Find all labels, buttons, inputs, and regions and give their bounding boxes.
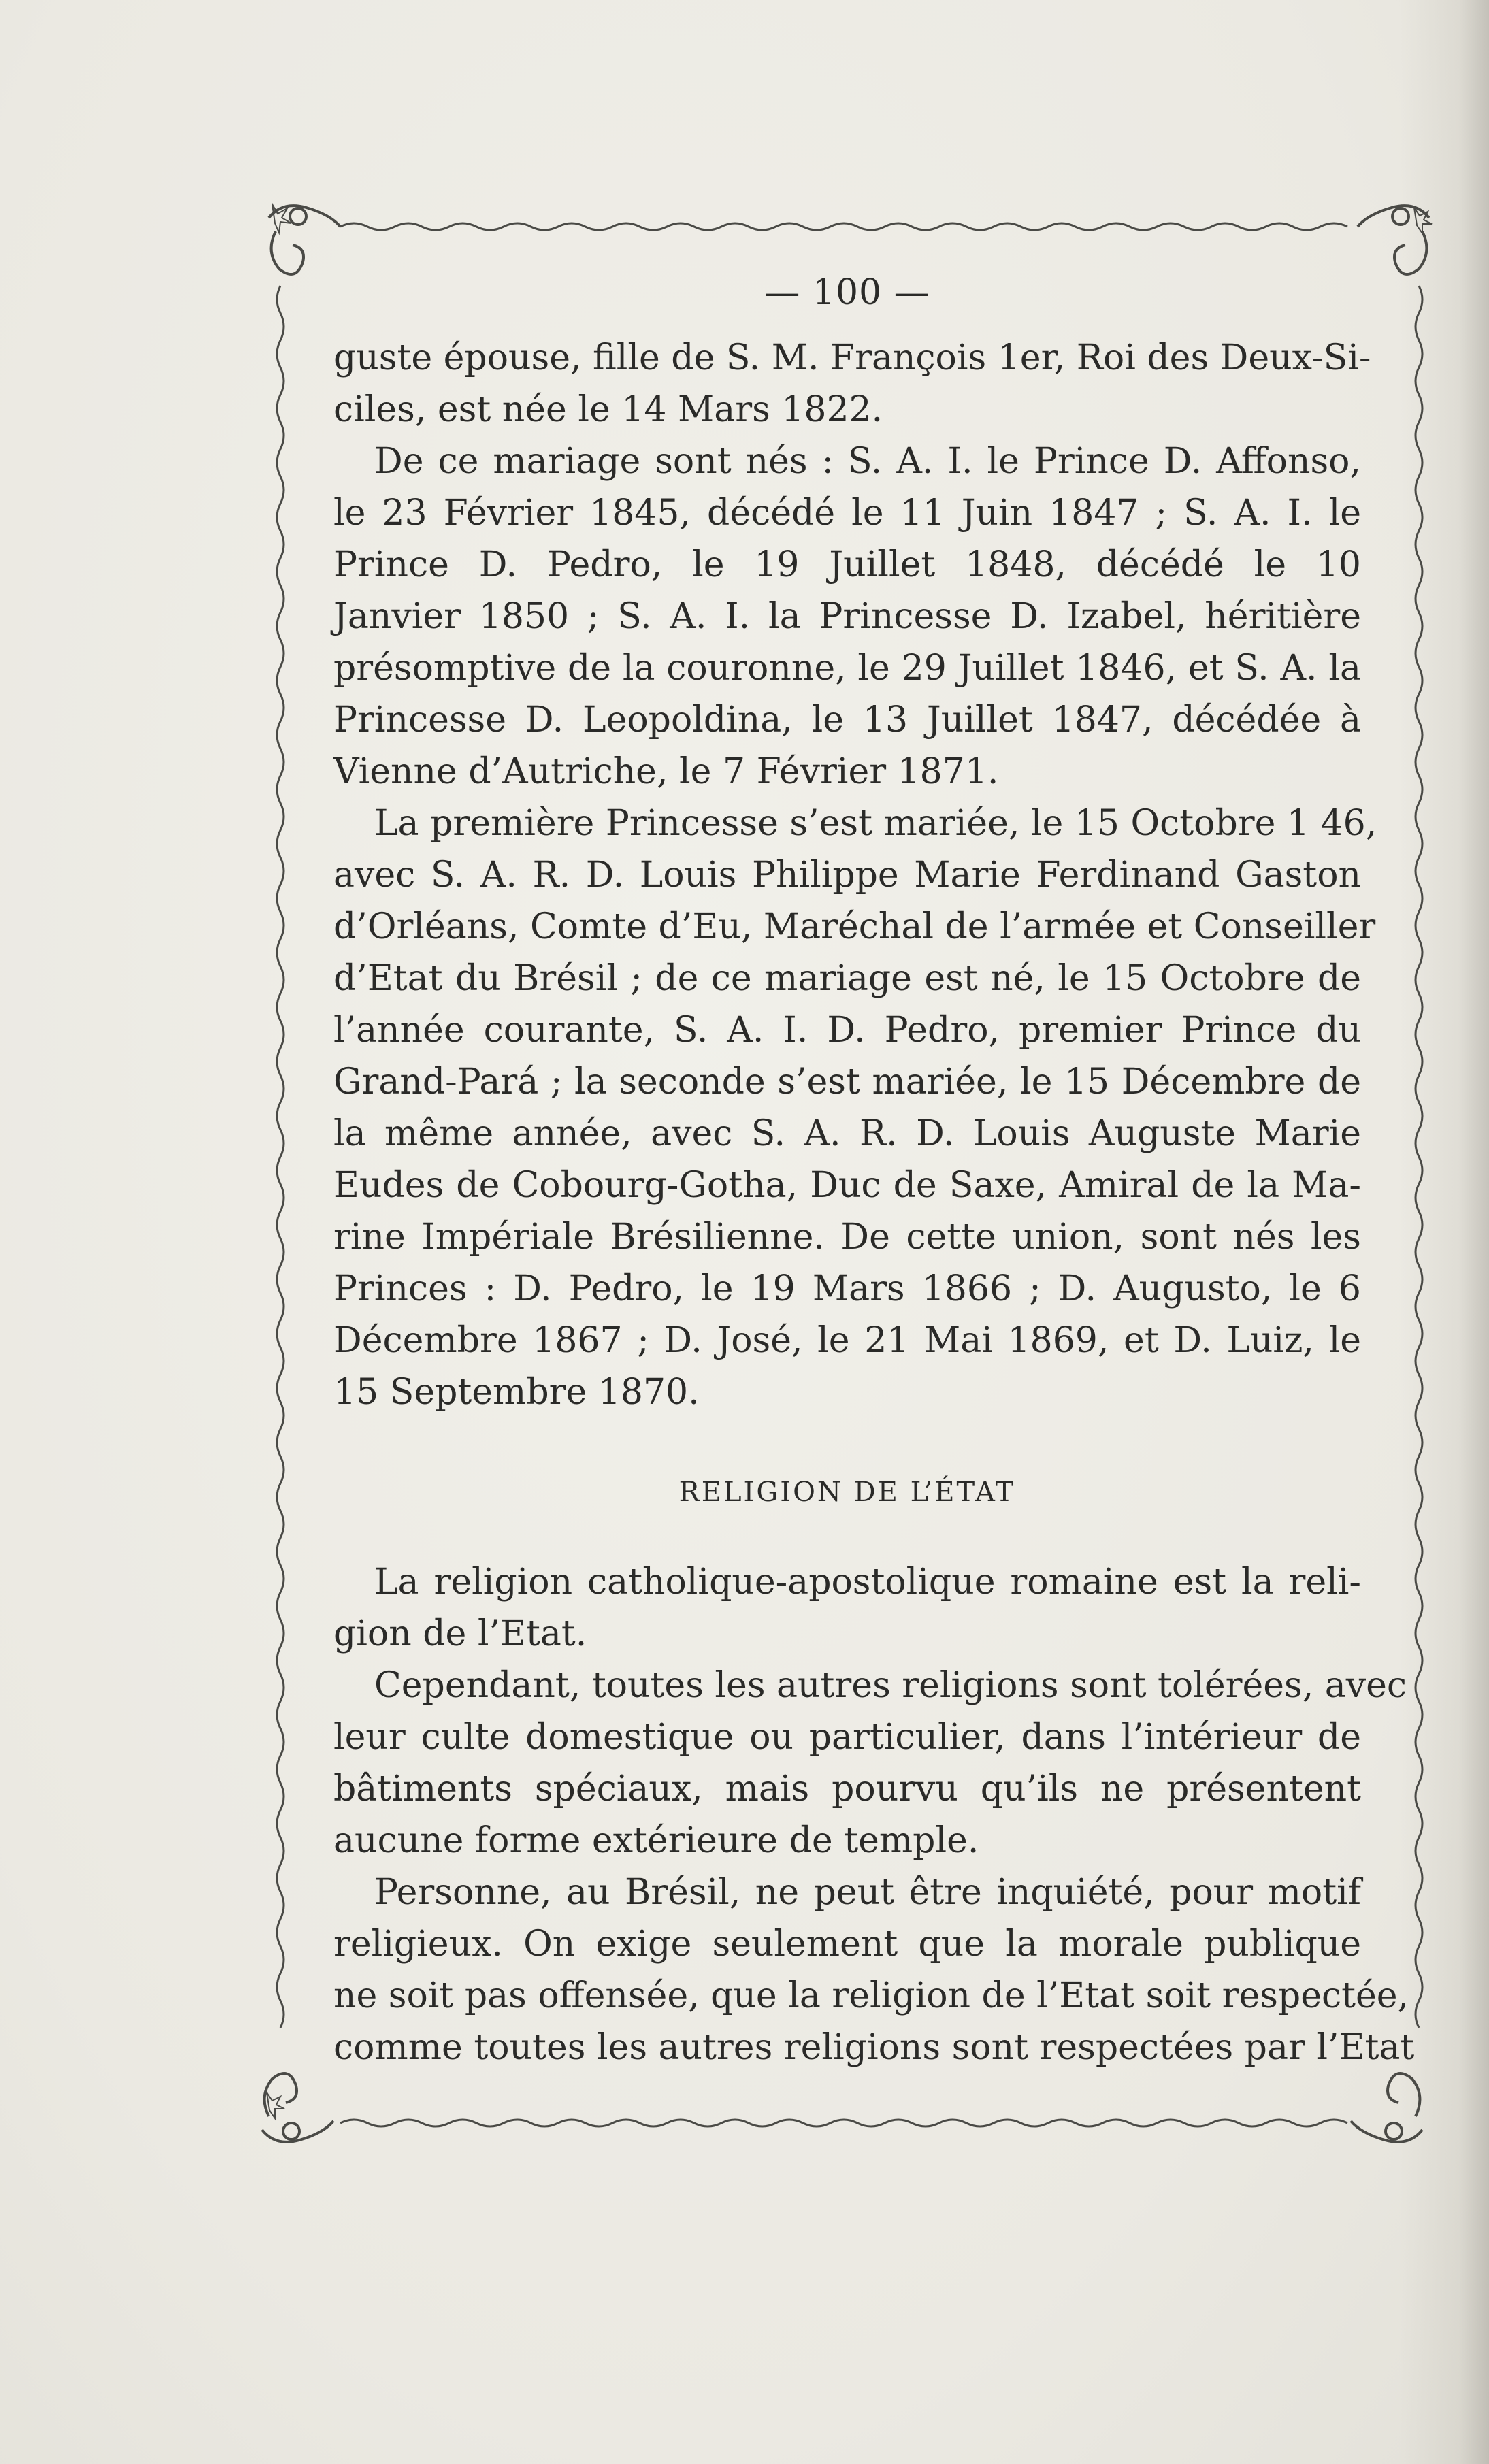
text-line: d’Orléans, Comte d’Eu, Maréchal de l’armée et Conseiller xyxy=(333,906,1376,947)
corner-flourish-icon-bottom-left xyxy=(262,2073,333,2142)
page-number: — 100 — xyxy=(764,272,930,313)
wavy-rule-top xyxy=(340,223,1347,230)
text-line: bâtiments spéciaux, mais pourvu qu’ils ne présentent xyxy=(333,1769,1361,1809)
page-text xyxy=(333,265,1415,2075)
text-line: Grand-Pará ; la seconde s’est mariée, le 15 Décembre de xyxy=(333,1062,1361,1102)
corner-flourish-icon-bottom-right xyxy=(1351,2073,1422,2142)
text-line: gion de l’Etat. xyxy=(333,1613,587,1654)
text-line: religieux. On exige seulement que la morale publique xyxy=(333,1924,1361,1965)
text-line: Princes : D. Pedro, le 19 Mars 1866 ; D. Augusto, le 6 xyxy=(333,1268,1361,1309)
text-line: ne soit pas offensée, que la religion de l’Etat soit respectée, xyxy=(333,1975,1409,2016)
text-line: Vienne d’Autriche, le 7 Février 1871. xyxy=(333,751,999,792)
text-line: comme toutes les autres religions sont respectées par l’Etat xyxy=(333,2027,1415,2068)
section-heading: RELIGION DE L’ÉTAT xyxy=(678,1477,1016,1508)
text-line: leur culte domestique ou particulier, dans l’intérieur de xyxy=(333,1717,1361,1758)
text-line: l’année courante, S. A. I. D. Pedro, premier Prince du xyxy=(333,1010,1361,1051)
text-line: 15 Septembre 1870. xyxy=(333,1372,700,1413)
text-line: La religion catholique-apostolique romaine est la reli- xyxy=(374,1562,1361,1603)
text-line: De ce mariage sont nés : S. A. I. le Prince D. Affonso, xyxy=(374,441,1361,482)
text-line: Personne, au Brésil, ne peut être inquiété, pour motif xyxy=(374,1872,1361,1913)
text-line: ciles, est née le 14 Mars 1822. xyxy=(333,389,883,430)
corner-flourish-icon-top-right xyxy=(1358,206,1432,274)
text-line: Décembre 1867 ; D. José, le 21 Mai 1869, et D. Luiz, le xyxy=(333,1320,1361,1361)
wavy-rule-right xyxy=(1416,286,1422,2028)
text-line: guste épouse, fille de S. M. François 1er, Roi des Deux-Si- xyxy=(333,338,1371,378)
text-line: aucune forme extérieure de temple. xyxy=(333,1820,979,1861)
text-line: avec S. A. R. D. Louis Philippe Marie Ferdinand Gaston xyxy=(333,855,1361,896)
text-line: Princesse D. Leopoldina, le 13 Juillet 1847, décédée à xyxy=(333,700,1361,740)
text-line: la même année, avec S. A. R. D. Louis Auguste Marie xyxy=(333,1113,1361,1154)
text-line: Cependant, toutes les autres religions sont tolérées, avec xyxy=(374,1665,1407,1706)
text-line: présomptive de la couronne, le 29 Juillet 1846, et S. A. la xyxy=(333,648,1361,689)
corner-flourish-icon-top-left xyxy=(269,204,340,274)
text-line: Janvier 1850 ; S. A. I. la Princesse D. Izabel, héritière xyxy=(333,596,1361,637)
wavy-rule-left xyxy=(277,286,284,2028)
text-line: Eudes de Cobourg-Gotha, Duc de Saxe, Amiral de la Ma- xyxy=(333,1165,1361,1206)
wavy-rule-bottom xyxy=(340,2120,1347,2126)
text-line: Prince D. Pedro, le 19 Juillet 1848, décédé le 10 xyxy=(333,544,1361,585)
text-line: La première Princesse s’est mariée, le 15 Octobre 1 46, xyxy=(374,803,1377,844)
text-line: le 23 Février 1845, décédé le 11 Juin 1847 ; S. A. I. le xyxy=(333,493,1361,533)
text-line: d’Etat du Brésil ; de ce mariage est né, le 15 Octobre de xyxy=(333,958,1361,999)
text-line: rine Impériale Brésilienne. De cette union, sont nés les xyxy=(333,1217,1361,1258)
